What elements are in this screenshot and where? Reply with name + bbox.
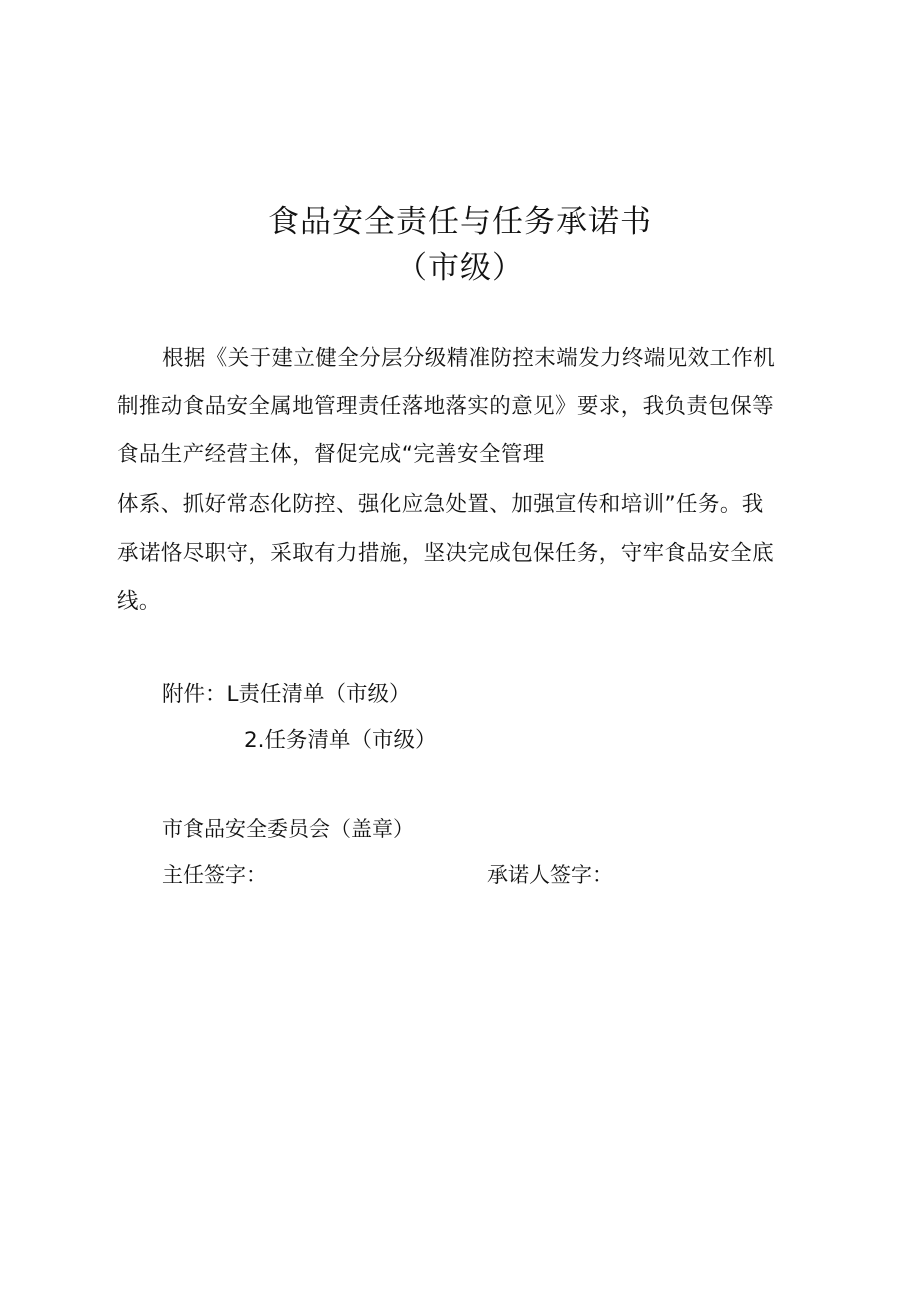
committee-seal-line: 市食品安全委员会（盖章） <box>162 817 414 841</box>
paragraph-line-2: 制推动食品安全属地管理责任落地落实的意见》要求，我负责包保等 <box>117 394 775 419</box>
paragraph-line-1: 根据《关于建立健全分层分级精准防控末端发力终端见效工作机 <box>162 346 776 371</box>
attachment-label: 附件： <box>162 682 227 707</box>
paragraph-line-5: 承诺恪尽职守，采取有力措施，坚决完成包保任务，守牢食品安全底 <box>117 541 775 566</box>
document-subtitle: （市级） <box>396 250 524 286</box>
attachment-item-1: L责任清单（市级） <box>226 682 411 707</box>
paragraph-line-4: 体系、抓好常态化防控、强化应急处置、加强宣传和培训”任务。我 <box>117 492 764 517</box>
paragraph-line-3: 食品生产经营主体，督促完成“完善安全管理 <box>117 442 545 467</box>
director-signature-label: 主任签字： <box>162 863 267 887</box>
document-title: 食品安全责任与任务承诺书 <box>268 204 652 240</box>
attachment-item-2: 2.任务清单（市级） <box>244 728 437 753</box>
paragraph-line-6: 线。 <box>117 589 161 614</box>
promisor-signature-label: 承诺人签字： <box>487 863 613 887</box>
